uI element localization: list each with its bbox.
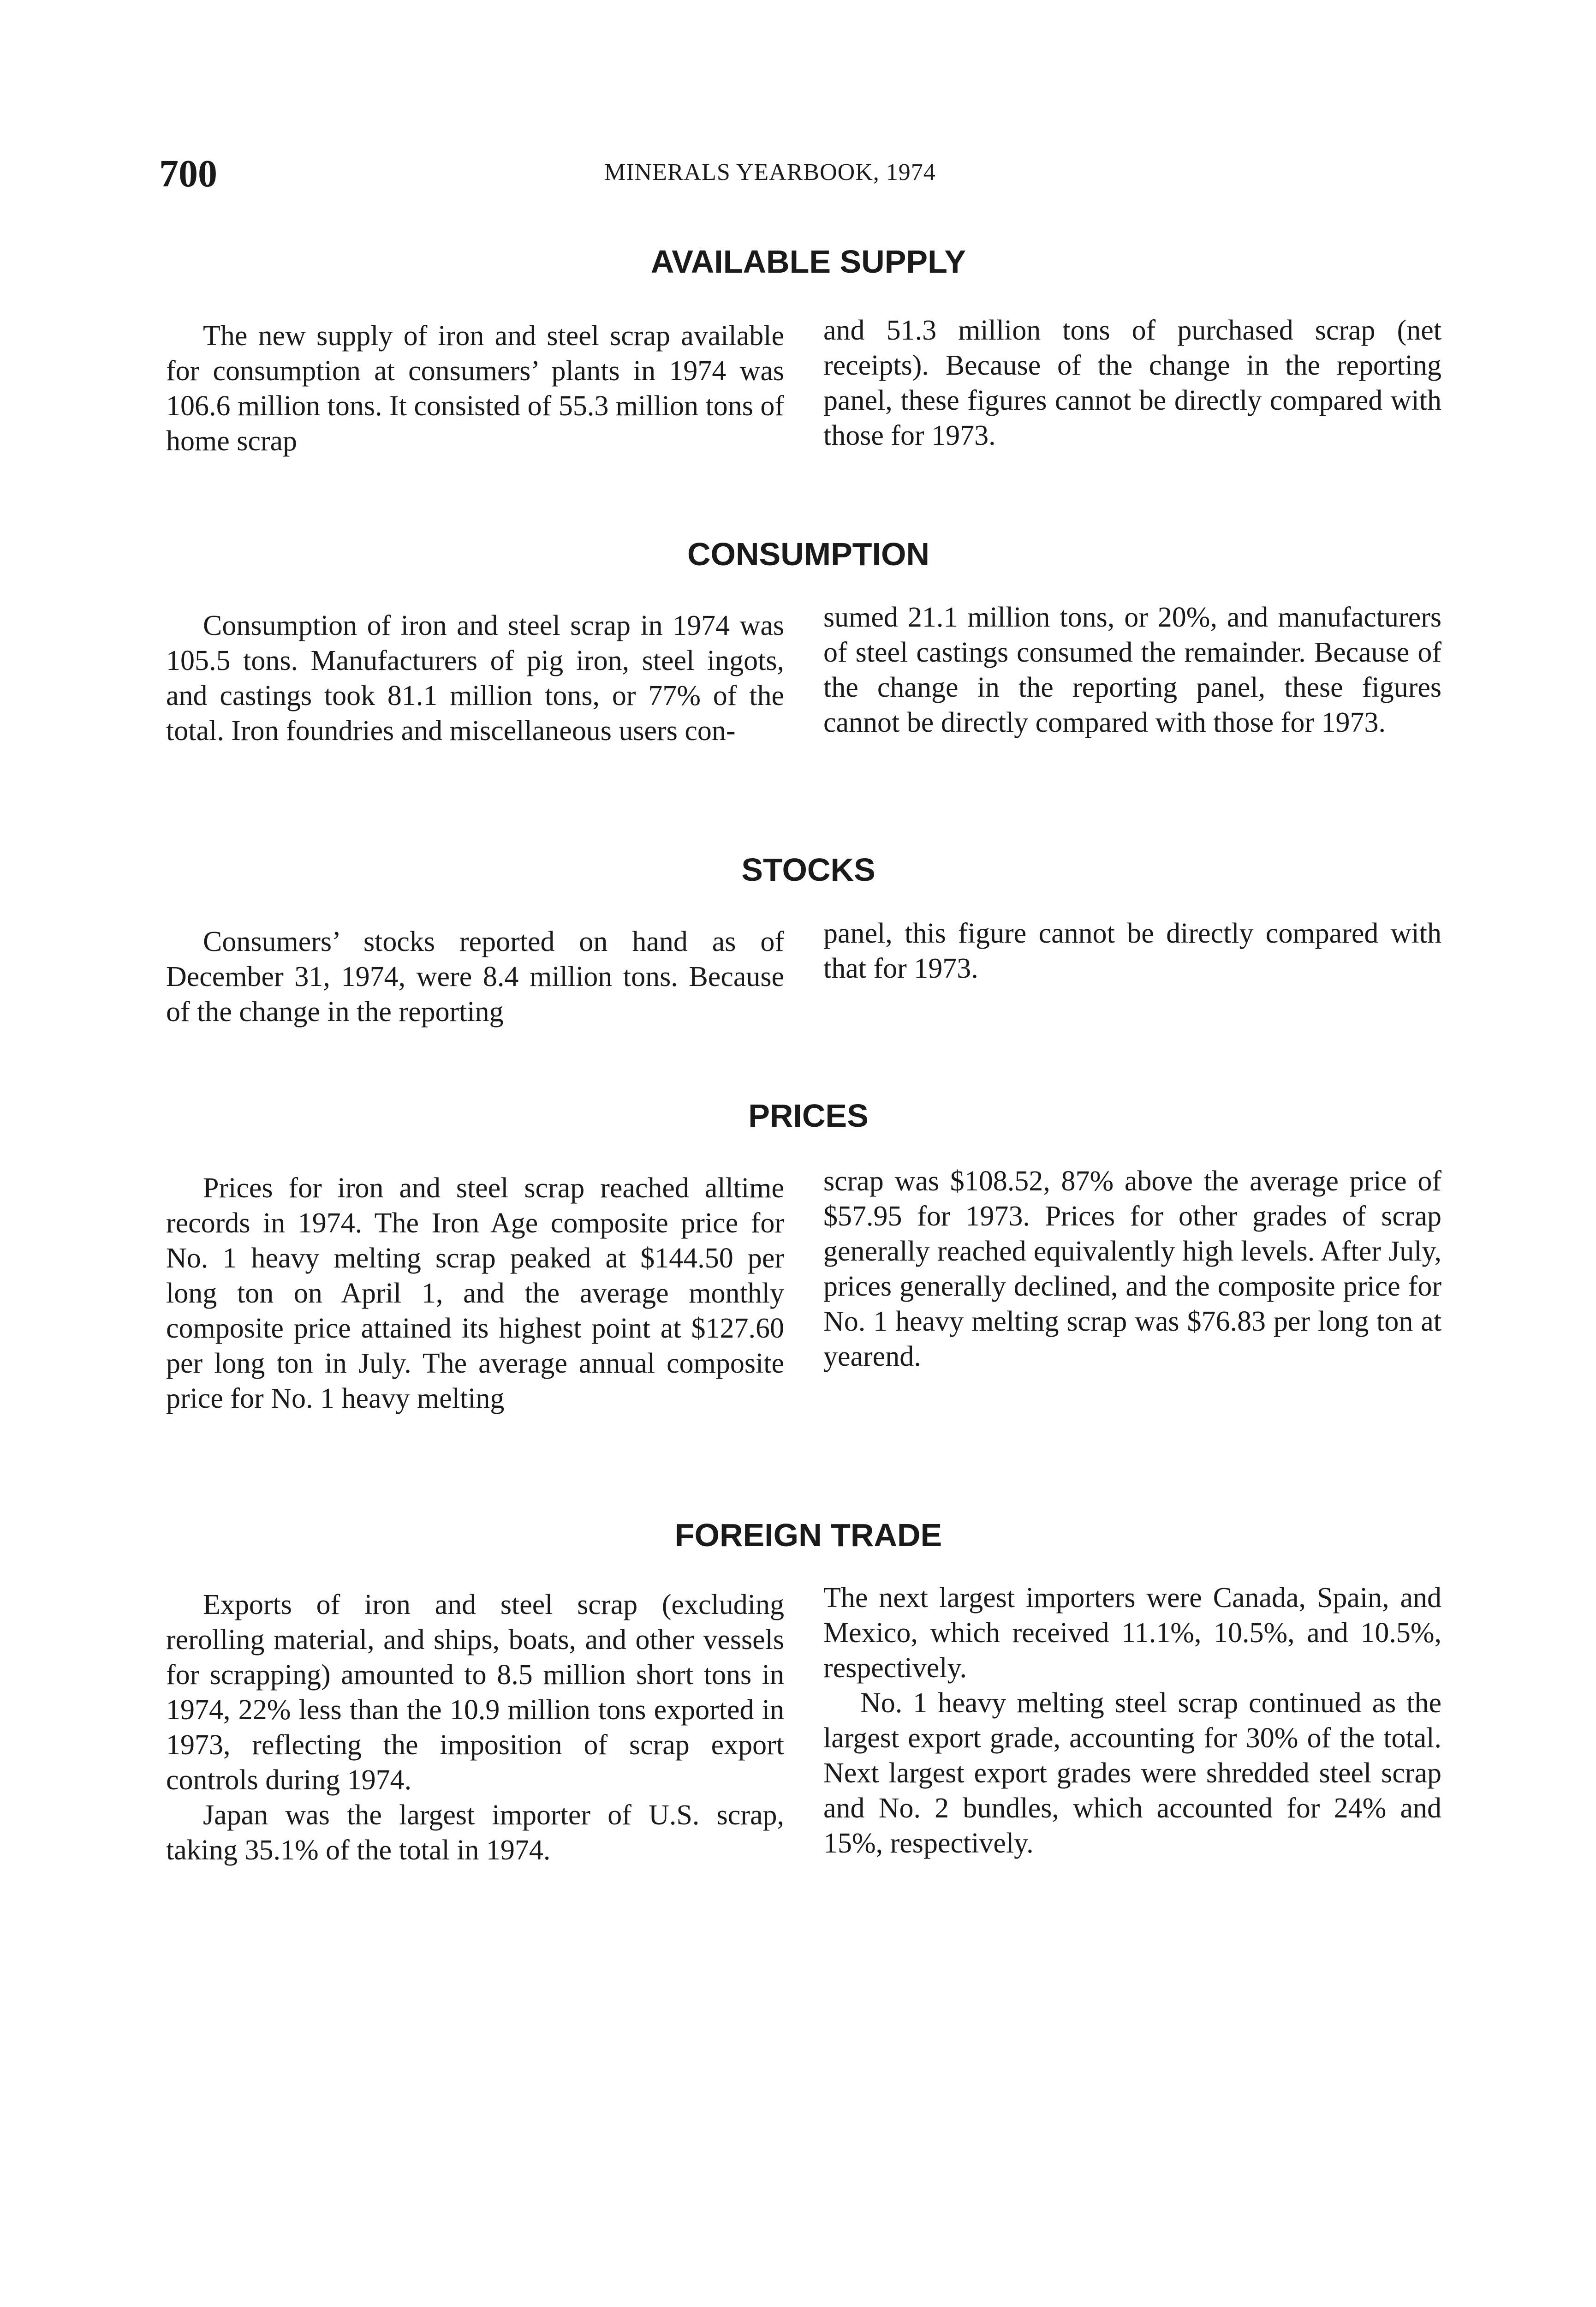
paragraph: No. 1 heavy melting steel scrap continued as the largest export grade, accounting for 30% of the total. Next largest export grades were shredded steel scrap and No. 2 bundles, which accounted for 24% and 15%, respectively. <box>823 1687 1441 1859</box>
heading-available-supply: AVAILABLE SUPPLY <box>650 244 966 280</box>
paragraph: Consumption of iron and steel scrap in 1974 was 105.5 tons. Manufacturers of pig iron, steel ingots, and castings took 81.1 million tons, or 77% of the total. Iron foundries and miscellaneous users con- <box>166 610 784 747</box>
available-supply-left-column <box>166 318 784 459</box>
available-supply-right-column <box>823 313 1441 453</box>
page-number: 700 <box>159 152 217 195</box>
heading-consumption: CONSUMPTION <box>687 536 929 572</box>
foreign-trade-right-column <box>823 1580 1441 1861</box>
paragraph: Japan was the largest importer of U.S. scrap, taking 35.1% of the total in 1974. <box>166 1799 784 1866</box>
heading-prices: PRICES <box>748 1098 869 1134</box>
consumption-right-column <box>823 600 1441 740</box>
heading-foreign-trade: FOREIGN TRADE <box>674 1517 942 1553</box>
paragraph: Consumers’ stocks reported on hand as of December 31, 1974, were 8.4 million tons. Because of the change in the reporting <box>166 926 784 1028</box>
paragraph: The next largest importers were Canada, Spain, and Mexico, which received 11.1%, 10.5%, and 10.5%, respectively. <box>823 1582 1441 1684</box>
paragraph: The new supply of iron and steel scrap available for consumption at consumers’ plants in 1974 was 106.6 million tons. It consisted of 55.3 million tons of home scrap <box>166 320 784 457</box>
paragraph: sumed 21.1 million tons, or 20%, and manufacturers of steel castings consumed the remainder. Because of the change in the reporting panel, these figures cannot be directly compared with those for 1973. <box>823 602 1441 738</box>
stocks-right-column <box>823 916 1441 986</box>
stocks-left-column <box>166 924 784 1029</box>
paragraph: and 51.3 million tons of purchased scrap (net receipts). Because of the change in the reporting panel, these figures cannot be directly compared with those for 1973. <box>823 315 1441 451</box>
prices-left-column <box>166 1171 784 1416</box>
paragraph: Prices for iron and steel scrap reached alltime records in 1974. The Iron Age composite price for No. 1 heavy melting scrap peaked at $144.50 per long ton on April 1, and the average monthly composite price attained its highest point at $127.60 per long ton in July. The average annual composite price for No. 1 heavy melting <box>166 1172 784 1414</box>
paragraph: Exports of iron and steel scrap (excluding rerolling material, and ships, boats, and other vessels for scrapping) amounted to 8.5 million short tons in 1974, 22% less than the 10.9 million tons exported in 1973, reflecting the imposition of scrap export controls during 1974. <box>166 1589 784 1796</box>
paragraph: panel, this figure cannot be directly compared with that for 1973. <box>823 918 1441 984</box>
consumption-left-column <box>166 608 784 748</box>
paragraph: scrap was $108.52, 87% above the average price of $57.95 for 1973. Prices for other grades of scrap generally reached equivalently high levels. After July, prices generally declined, and the composite price for No. 1 heavy melting scrap was $76.83 per long ton at yearend. <box>823 1165 1441 1372</box>
foreign-trade-left-column <box>166 1587 784 1868</box>
prices-right-column <box>823 1164 1441 1374</box>
heading-stocks: STOCKS <box>741 852 875 888</box>
running-head: MINERALS YEARBOOK, 1974 <box>604 159 936 185</box>
